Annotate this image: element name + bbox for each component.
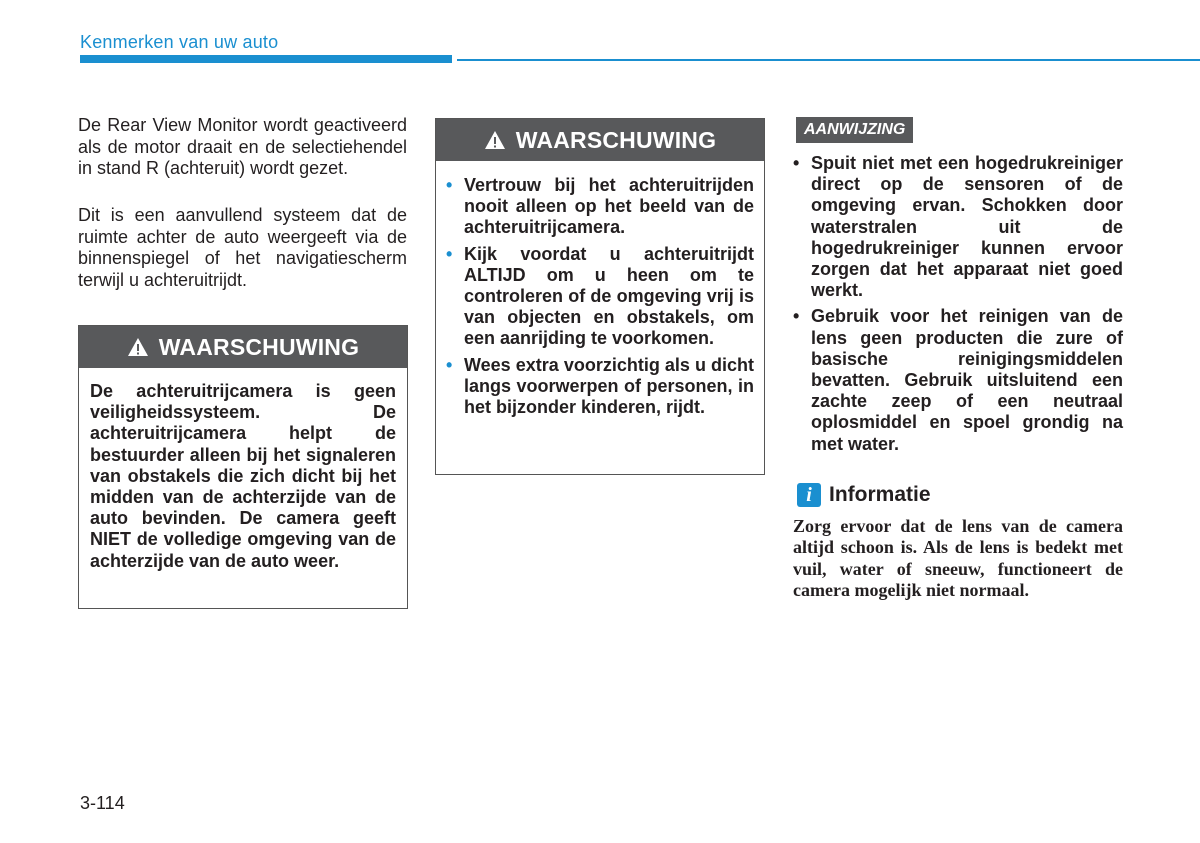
warning-title: WAARSCHUWING: [158, 333, 360, 360]
section-title: Kenmerken van uw auto: [80, 32, 279, 52]
warning-box-left: [78, 325, 408, 609]
header-rule-thin: [457, 59, 1200, 61]
info-title: Informatie: [829, 483, 931, 506]
note-list: [793, 153, 1123, 460]
system-paragraph: Dit is een aanvullend systeem dat de ruimte achter de auto weergeeft via de binnenspiegel of het navigatiescherm terwijl u achteruitrijdt.: [78, 205, 407, 290]
warning-header: [436, 119, 764, 161]
info-header: [797, 483, 931, 507]
warning-title: WAARSCHUWING: [515, 126, 717, 153]
warning-list-container: [436, 161, 764, 418]
list-item: • Wees extra voorzichtig als u dicht langs voorwerpen of personen, in het bijzonder kinderen, rijdt.: [446, 354, 754, 418]
warning-triangle-icon: [484, 130, 506, 150]
list-item: • Gebruik voor het reinigen van de lens geen producten die zure of basische reinigingsmiddelen bevatten. Gebruik uitsluitend een zachte zeep of een neutraal oplosmiddel en spoel grondig na met water.: [793, 306, 1123, 454]
intro-paragraph: De Rear View Monitor wordt geactiveerd als de motor draait en de selectiehendel in stand R (achteruit) wordt gezet.: [78, 115, 407, 178]
warning-header: [79, 326, 407, 368]
header-rule-thick: [80, 55, 452, 63]
page-number: 3-114: [80, 793, 125, 813]
list-item: • Kijk voordat u achteruitrijdt ALTIJD om u heen om te controleren of de omgeving vrij is van objecten en obstakels, om een aanrijding te voorkomen.: [446, 243, 754, 349]
warning-box-middle: [435, 118, 765, 475]
warning-triangle-icon: [127, 337, 149, 357]
info-text: Zorg ervoor dat de lens van de camera altijd schoon is. Als de lens is bedekt met vuil, water of sneeuw, functioneert de camera mogelijk niet normaal.: [793, 516, 1123, 600]
warning-text: De achteruitrijcamera is geen veiligheidssysteem. De achteruitrijcamera helpt de bestuurder alleen bij het signaleren van obstakels die zich dicht bij het midden van de achterzijde van de auto bevinden. De camera geeft NIET de volledige omgeving van de achterzijde van de auto weer.: [90, 381, 396, 571]
list-item: • Vertrouw bij het achteruitrijden nooit alleen op het beeld van de achteruitrijcamera.: [446, 175, 754, 238]
list-item: • Spuit niet met een hogedrukreiniger direct op de sensoren of de omgeving ervan. Schokken door waterstralen uit de hogedrukreiniger kunnen ervoor zorgen dat het apparaat niet goed werkt.: [793, 153, 1123, 301]
info-icon: i: [797, 483, 821, 507]
note-badge: AANWIJZING: [796, 117, 913, 143]
